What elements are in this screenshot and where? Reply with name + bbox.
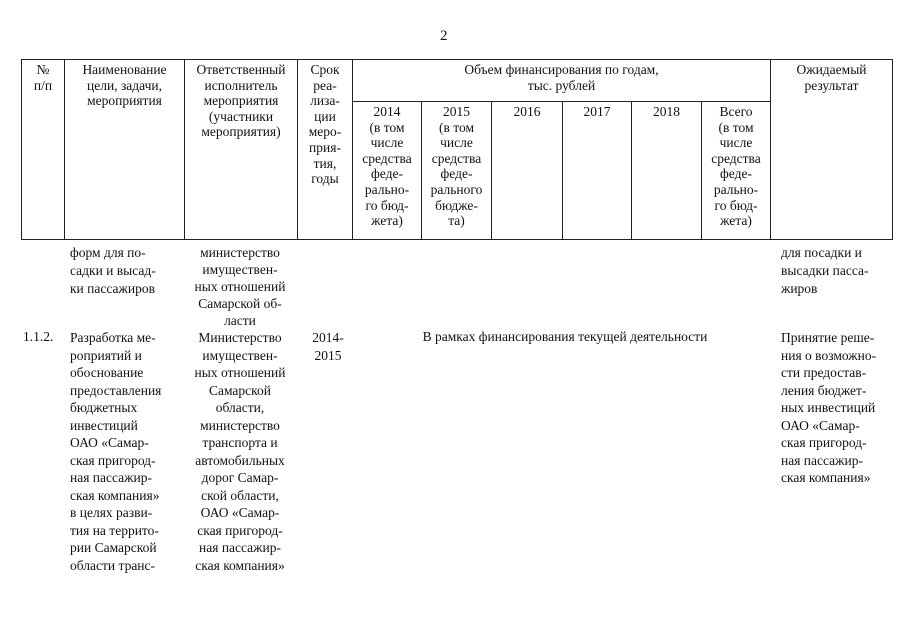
page-number: 2 bbox=[440, 28, 448, 44]
header-year-2016 bbox=[492, 102, 563, 240]
header-total bbox=[702, 102, 771, 240]
table-header bbox=[21, 59, 893, 240]
header-responsible-text: Ответственный исполнитель мероприятия (участники мероприятия) bbox=[196, 62, 286, 140]
header-term bbox=[298, 60, 353, 240]
header-year-2014 bbox=[353, 102, 422, 240]
header-term-text: Срок реа- лиза- ции меро- прия- тия, годы bbox=[308, 62, 342, 187]
header-num bbox=[22, 60, 65, 240]
header-year-2016-text: 2016 bbox=[513, 104, 541, 119]
row-number-cell: 1.1.2. bbox=[23, 329, 54, 344]
row-term-cell: 2014- 2015 bbox=[312, 330, 344, 363]
header-year-2018-text: 2018 bbox=[653, 104, 680, 119]
header-total-text: Всего (в том числе средства феде- рально- го бюд- жета) bbox=[711, 104, 761, 229]
header-name-text: Наименование цели, задачи, мероприятия bbox=[82, 62, 167, 109]
row-name-cell: Разработка ме- роприятий и обоснование предоставления бюджетных инвестиций ОАО «Самар- ская пригород- ная пассажир- ская компания» в целях разви- тия на террито- рии Самарской области транс- bbox=[70, 330, 162, 573]
row-responsible-cell: Министерство имуществен- ных отношений Самарской области, министерство транспорта и автомобильных дорог Самар- ской области, ОАО «Самар- ская пригород- ная пассажир- ская компания» bbox=[194, 330, 286, 573]
row-name-cell: форм для по- садки и высад- ки пассажиров bbox=[70, 245, 156, 296]
header-year-2015-text: 2015 (в том числе средства феде- рального бюдже- та) bbox=[430, 104, 483, 229]
header-year-2018 bbox=[632, 102, 702, 240]
header-result bbox=[771, 60, 893, 240]
header-name bbox=[65, 60, 185, 240]
header-year-2015 bbox=[422, 102, 492, 240]
header-result-text: Ожидаемый результат bbox=[796, 62, 867, 93]
row-result-cell: для посадки и высадки пасса- жиров bbox=[781, 245, 869, 296]
row-result-cell: Принятие реше- ния о возможно- сти предостав- ления бюджет- ных инвестиций ОАО «Самар- ская пригород- ная пассажир- ская компания» bbox=[781, 330, 877, 485]
header-responsible bbox=[185, 60, 298, 240]
header-num-text: № п/п bbox=[33, 62, 53, 93]
row-responsible-cell: министерство имуществен- ных отношений Самарской об- ласти bbox=[194, 245, 286, 328]
header-funding-text: Объем финансирования по годам, тыс. рублей bbox=[464, 62, 659, 93]
row-funding-cell: В рамках финансирования текущей деятельности bbox=[422, 329, 708, 344]
header-year-2017 bbox=[563, 102, 632, 240]
header-year-2014-text: 2014 (в том числе средства феде- рально- го бюд- жета) bbox=[362, 104, 412, 229]
header-funding bbox=[353, 60, 771, 102]
header-year-2017-text: 2017 bbox=[583, 104, 611, 119]
